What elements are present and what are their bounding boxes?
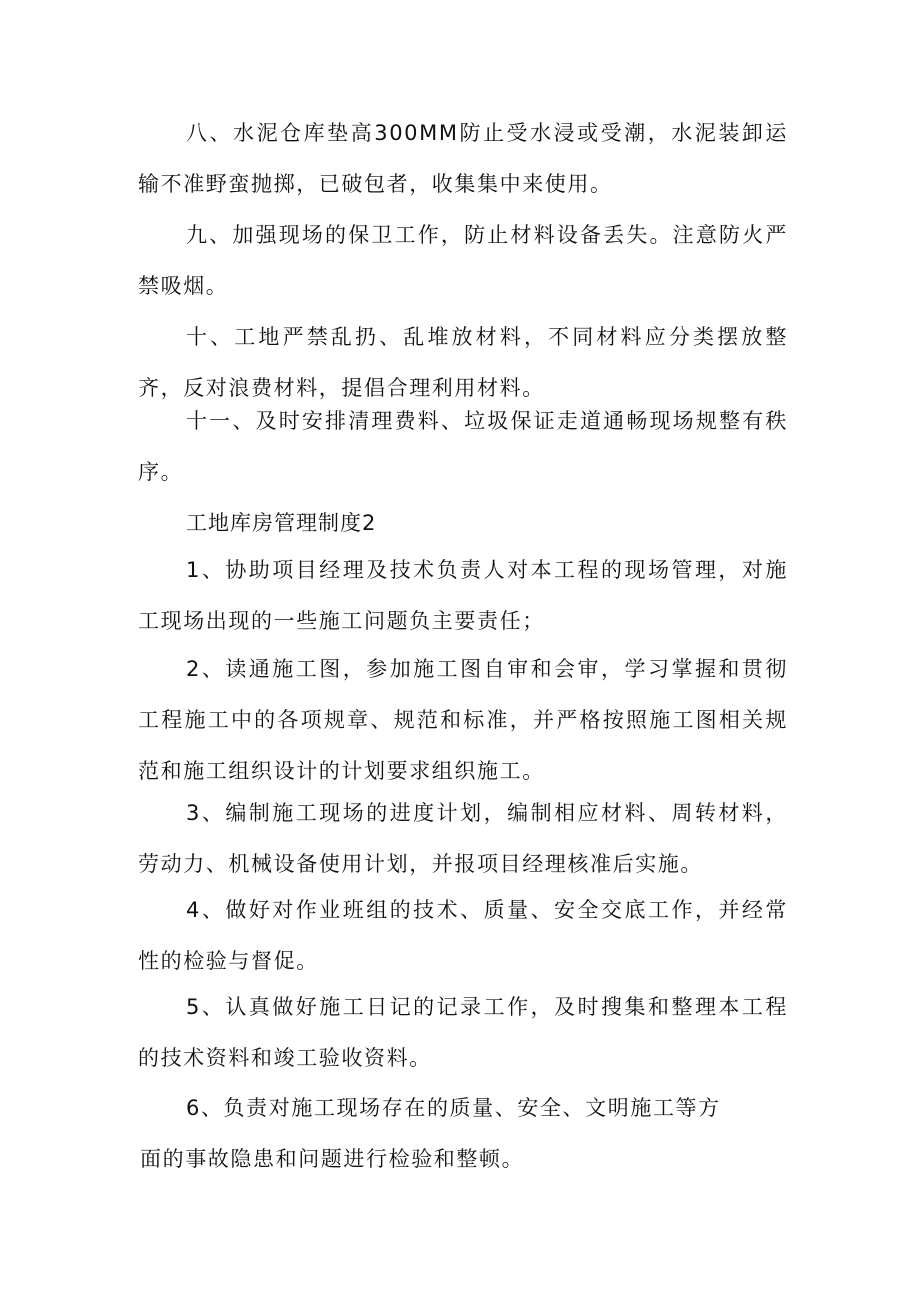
paragraph-item-9: 九、加强现场的保卫工作，防止材料设备丢失。注意防火严禁吸烟。 <box>138 223 788 298</box>
paragraph-rule-5: 5、认真做好施工日记的记录工作，及时搜集和整理本工程的技术资料和竣工验收资料。 <box>138 995 788 1070</box>
paragraph-rule-3: 3、编制施工现场的进度计划，编制相应材料、周转材料，劳动力、机械设备使用计划，并报项目经理核准后实施。 <box>138 801 788 876</box>
paragraph-rule-6-line-2: 面的事故隐患和问题进行检验和整顿。 <box>140 1147 525 1171</box>
paragraph-item-8: 八、水泥仓库垫高300MM防止受水浸或受潮，水泥装卸运输不准野蛮抛掷，已破包者，收集集中来使用。 <box>138 121 788 196</box>
paragraph-item-11: 十一、及时安排清理费料、垃圾保证走道通畅现场规整有秩序。 <box>138 409 788 484</box>
paragraph-rule-6-line-1: 6、负责对施工现场存在的质量、安全、文明施工等方 <box>186 1096 721 1120</box>
paragraph-rule-4: 4、做好对作业班组的技术、质量、安全交底工作，并经常性的检验与督促。 <box>138 898 788 973</box>
paragraph-rule-2: 2、读通施工图，参加施工图自审和会审，学习掌握和贯彻工程施工中的各项规章、规范和标准，并严格按照施工图相关规范和施工组织设计的计划要求组织施工。 <box>138 657 788 783</box>
paragraph-rule-1: 1、协助项目经理及技术负责人对本工程的现场管理，对施工现场出现的一些施工问题负主要责任； <box>138 558 788 633</box>
section-heading: 工地库房管理制度2 <box>186 511 377 535</box>
paragraph-item-10: 十、工地严禁乱扔、乱堆放材料，不同材料应分类摆放整齐，反对浪费材料，提倡合理利用材料。 <box>138 325 788 400</box>
